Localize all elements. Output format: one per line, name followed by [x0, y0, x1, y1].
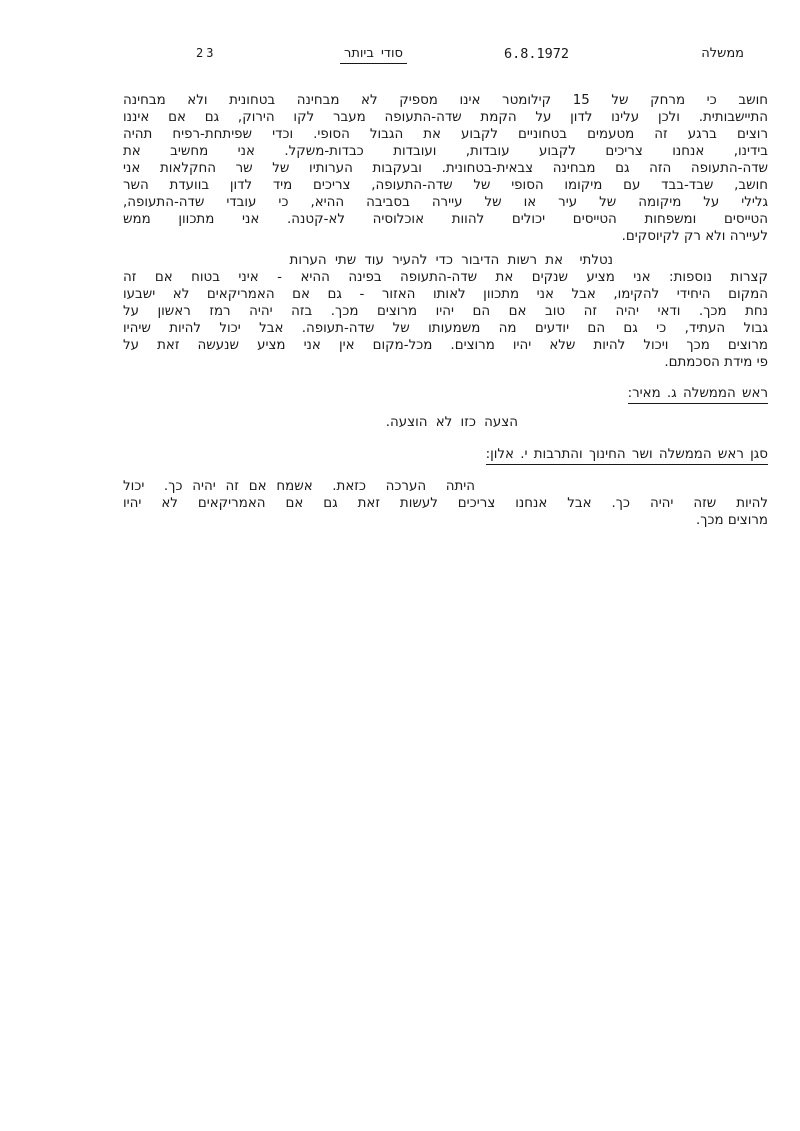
- transcript-line: פי מידת הסכמתם.: [664, 355, 768, 370]
- deputy-pm-allon-heading: סגן ראש הממשלה ושר החינוך והתרבות י. אלון:: [486, 446, 768, 465]
- transcript-line: גלילי על מיקומה של עיר או של עיירה בסביבה ההיא, כי עובדי שדה-התעופה,: [123, 195, 768, 210]
- transcript-line: רוצים ברגע זה מטעמים בטחוניים לקבוע את הגבול הסופי. וכדי שפיתחת-רפיח תהיה: [123, 127, 768, 142]
- transcript-line: שדה-התעופה הזה גם מבחינה צבאית-בטחונית. ובעקבות הערותיו של שר החקלאות אני: [123, 161, 768, 176]
- transcript-line: מרוצים מכך.: [695, 513, 768, 528]
- transcript-line: גבול העתיד, כי גם הם יודעים מה משמעותו של שדה-תעופה. אבל יכול להיות שיהיו: [123, 321, 768, 336]
- transcript-line: קצרות נוספות: אני מציע שנקים את שדה-התעופה בפינה ההיא - איני בטוח אם זה: [123, 270, 768, 285]
- transcript-line: לעיירה ולא רק לקיוסקים.: [621, 229, 768, 244]
- pm-statement-line: הצעה כזו לא הוצעה.: [385, 415, 518, 430]
- paragraph-continued-speech: [123, 92, 768, 245]
- transcript-line: המקום היחידי להקימו, אבל אני מתכוון לאותו האזור - גם אם האמריקאים לא ישבעו: [123, 287, 768, 302]
- page-number: 23: [196, 46, 217, 60]
- transcript-line: בידינו, אנחנו צריכים לקבוע עובדות, ועובדות כבדות-משקל. אני מחשיב את: [123, 144, 768, 159]
- paragraph-deputy-pm-speech: [123, 478, 768, 529]
- transcript-line: התיישבותית. ולכן עלינו לדון על הקמת שדה-התעופה מעבר לקו הירוק, גם אם איננו: [123, 110, 768, 125]
- transcript-line-indented: היתה הערכה כזאת. אשמח אם זה יהיה כך. יכול: [123, 479, 475, 494]
- transcript-line: הטייסים ומשפחות הטייסים יכולים להוות אוכלוסיה לא-קטנה. אני מתכוון ממש: [123, 212, 768, 227]
- deputy-pm-heading-block: [123, 446, 768, 465]
- document-body: [123, 92, 768, 529]
- pm-heading-block: [123, 385, 768, 404]
- transcript-line: נחת מכך. ודאי יהיה זה טוב אם הם יהיו מרוצים מכך. בזה יהיה רמז ראשון על: [123, 304, 768, 319]
- classification-top-secret-stamp: סודי ביותר: [340, 46, 407, 64]
- transcript-line: להיות שזה יהיה כך. אבל אנחנו צריכים לעשות זאת גם אם האמריקאים לא יהיו: [123, 496, 768, 511]
- paragraph-additional-remarks: [123, 252, 768, 371]
- transcript-line: חושב, שבד-בבד עם מיקומו הסופי של שדה-התעופה, צריכים מיד לדון בוועדת השר: [123, 178, 768, 193]
- government-label: ממשלה: [701, 46, 744, 61]
- transcript-line: חושב כי מרחק של 15 קילומטר אינו מספיק לא מבחינה בטחונית ולא מבחינה: [123, 93, 768, 108]
- transcript-line: מרוצים מכך ויכול להיות שלא יהיו מרוצים. מכל-מקום אין אני מציע שנעשה זאת על: [123, 338, 768, 353]
- transcript-line-indented: נטלתי את רשות הדיבור כדי להעיר עוד שתי הערות: [289, 253, 613, 268]
- pm-golda-meir-heading: ראש הממשלה ג. מאיר:: [628, 385, 768, 404]
- document-date: 6.8.1972: [504, 46, 570, 62]
